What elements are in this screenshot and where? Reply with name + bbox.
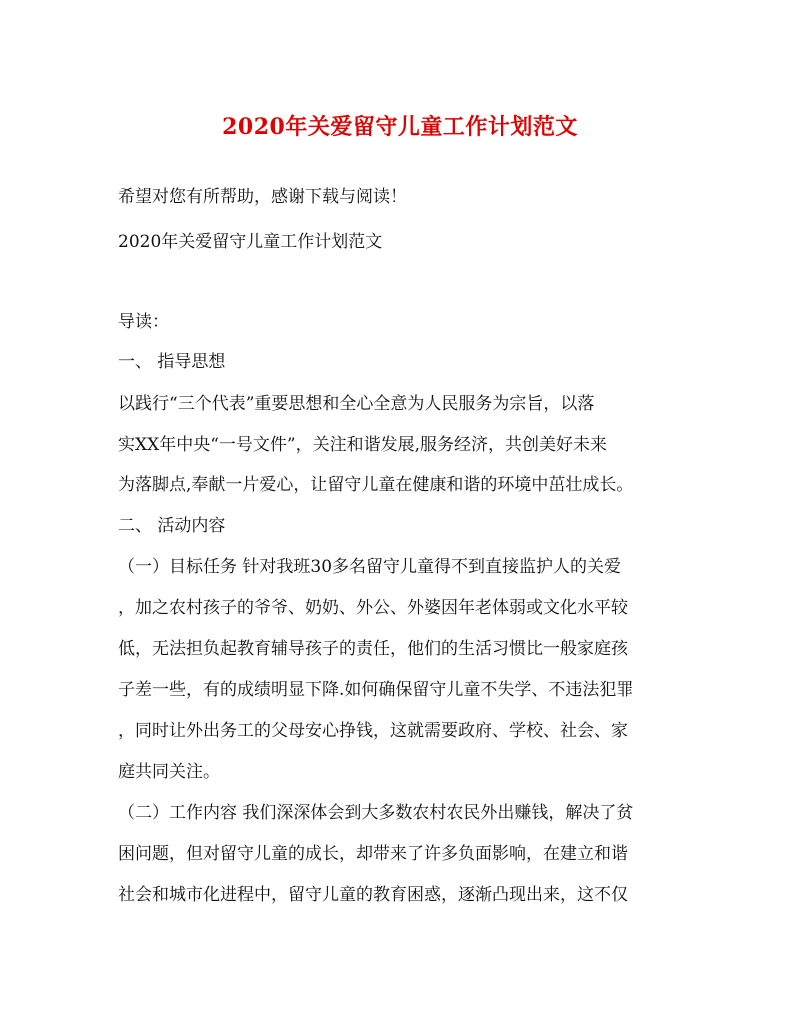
subtitle-line: 2020年关爱留守儿童工作计划范文 (118, 232, 383, 252)
paragraph1-line2: 实XX年中央“一号文件”，关注和谐发展,服务经济，共创美好未来 (118, 435, 607, 455)
paragraph3-line1: （二）工作内容 我们深深体会到大多数农村农民外出赚钱，解决了贫 (118, 803, 634, 823)
section1-heading: 一、 指导思想 (118, 352, 226, 372)
paragraph2-line3: 低，无法担负起教育辅导孩子的责任，他们的生活习惯比一般家庭孩 (118, 639, 628, 659)
paragraph1-line1: 以践行“三个代表”重要思想和全心全意为人民服务为宗旨，以落 (118, 394, 595, 414)
intro-line: 希望对您有所帮助，感谢下载与阅读！ (118, 187, 407, 207)
paragraph2-line5: ，同时让外出务工的父母安心挣钱，这就需要政府、学校、社会、家 (118, 721, 628, 741)
paragraph1-line3: 为落脚点,奉献一片爱心，让留守儿童在健康和谐的环境中茁壮成长。 (118, 475, 634, 495)
paragraph2-line4: 子差一些，有的成绩明显下降.如何确保留守儿童不失学、不违法犯罪 (118, 680, 634, 700)
paragraph2-line1: （一）目标任务 针对我班30多名留守儿童得不到直接监护人的关爱 (118, 557, 622, 577)
paragraph3-line3: 社会和城市化进程中，留守儿童的教育困惑，逐渐凸现出来，这不仅 (118, 885, 628, 905)
section2-heading: 二、 活动内容 (118, 516, 226, 536)
paragraph2-line6: 庭共同关注。 (118, 762, 220, 782)
guide-label: 导读： (118, 312, 169, 332)
document-title: 2020年关爱留守儿童工作计划范文 (222, 114, 578, 140)
paragraph2-line2: ，加之农村孩子的爷爷、奶奶、外公、外婆因年老体弱或文化水平较 (118, 598, 628, 618)
paragraph3-line2: 困问题，但对留守儿童的成长，却带来了许多负面影响，在建立和谐 (118, 844, 628, 864)
